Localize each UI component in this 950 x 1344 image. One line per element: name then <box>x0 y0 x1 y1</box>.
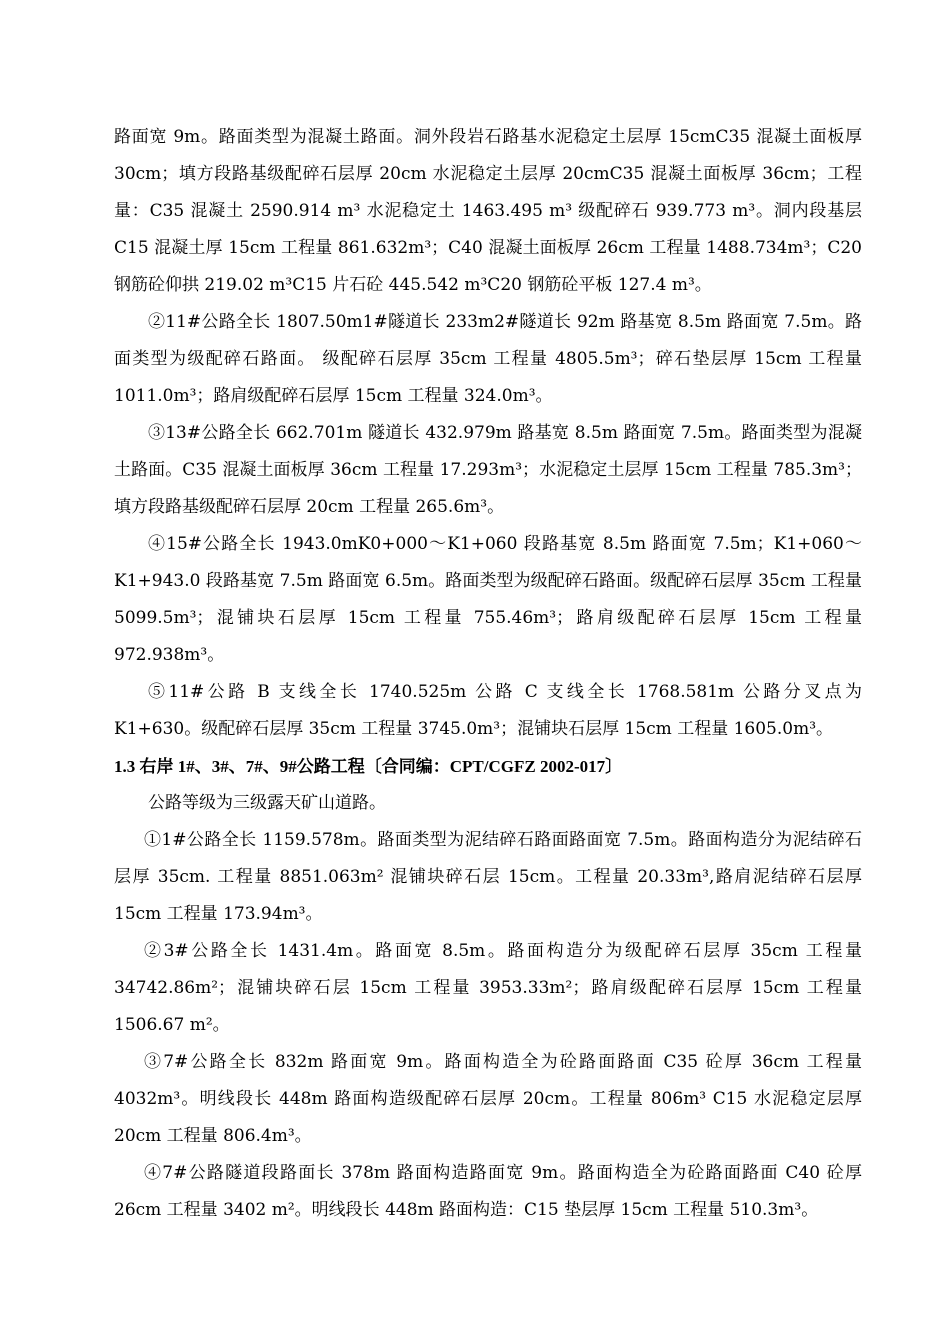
paragraph-road-11: ②11#公路全长 1807.50m1#隧道长 233m2#隧道长 92m 路基宽 8.5m 路面宽 7.5m。路面类型为级配碎石路面。 级配碎石层厚 35cm 工程量 4805.5m³；碎石垫层厚 15cm 工程量 1011.0m³；路肩级配碎石层厚 15cm 工程量 324.0m³。 <box>114 312 862 406</box>
section-heading-1-3: 1.3 右岸 1#、3#、7#、9#公路工程〔合同编：CPT/CGFZ 2002-017〕 <box>114 757 623 776</box>
paragraph-road-13: ③13#公路全长 662.701m 隧道长 432.979m 路基宽 8.5m 路面宽 7.5m。路面类型为混凝土路面。C35 混凝土面板厚 36cm 工程量 17.293m³；水泥稳定土层厚 15cm 工程量 785.3m³；填方段路基级配碎石层厚 20cm 工程量 265.6m³。 <box>114 423 862 517</box>
paragraph-road-7: ③7#公路全长 832m 路面宽 9m。路面构造全为砼路面路面 C35 砼厚 36cm 工程量 4032m³。明线段长 448m 路面构造级配碎石层厚 20cm。工程量 806m³ C15 水泥稳定层厚 20cm 工程量 806.4m³。 <box>114 1052 862 1146</box>
paragraph-road-7-tunnel: ④7#公路隧道段路面长 378m 路面构造路面宽 9m。路面构造全为砼路面路面 C40 砼厚 26cm 工程量 3402 m²。明线段长 448m 路面构造：C15 垫层厚 15cm 工程量 510.3m³。 <box>114 1163 862 1220</box>
paragraph-road-surface-9m: 路面宽 9m。路面类型为混凝土路面。洞外段岩石路基水泥稳定土层厚 15cmC35 混凝土面板厚 30cm；填方段路基级配碎石层厚 20cm 水泥稳定土层厚 20cmC35 混凝土面板厚 36cm；工程量：C35 混凝土 2590.914 m³ 水泥稳定土 1463.495 m³ 级配碎石 939.773 m³。洞内段基层 C15 混凝土厚 15cm 工程量 861.632m³；C40 混凝土面板厚 26cm 工程量 1488.734m³；C20 钢筋砼仰拱 219.02 m³C15 片石砼 445.542 m³C20 钢筋砼平板 127.4 m³。 <box>114 127 862 295</box>
paragraph-road-1: ①1#公路全长 1159.578m。路面类型为泥结碎石路面路面宽 7.5m。路面构造分为泥结碎石层厚 35cm. 工程量 8851.063m² 混铺块碎石层 15cm。工程量 20.33m³,路肩泥结碎石层厚 15cm 工程量 173.94m³。 <box>114 830 862 924</box>
paragraph-road-11-branch: ⑤11#公路 B 支线全长 1740.525m 公路 C 支线全长 1768.581m 公路分叉点为 K1+630。级配碎石层厚 35cm 工程量 3745.0m³；混铺块石层厚 15cm 工程量 1605.0m³。 <box>114 682 862 739</box>
paragraph-road-3: ②3#公路全长 1431.4m。路面宽 8.5m。路面构造分为级配碎石层厚 35cm 工程量 34742.86m²；混铺块碎石层 15cm 工程量 3953.33m²；路肩级配碎石层厚 15cm 工程量 1506.67 m²。 <box>114 941 862 1035</box>
paragraph-road-grade: 公路等级为三级露天矿山道路。 <box>148 793 386 813</box>
paragraph-road-15: ④15#公路全长 1943.0mK0+000～K1+060 段路基宽 8.5m 路面宽 7.5m；K1+060～K1+943.0 段路基宽 7.5m 路面宽 6.5m。路面类型为级配碎石路面。级配碎石层厚 35cm 工程量 5099.5m³；混铺块石层厚 15cm 工程量 755.46m³；路肩级配碎石层厚 15cm 工程量 972.938m³。 <box>114 534 862 665</box>
document-page <box>114 119 862 1229</box>
